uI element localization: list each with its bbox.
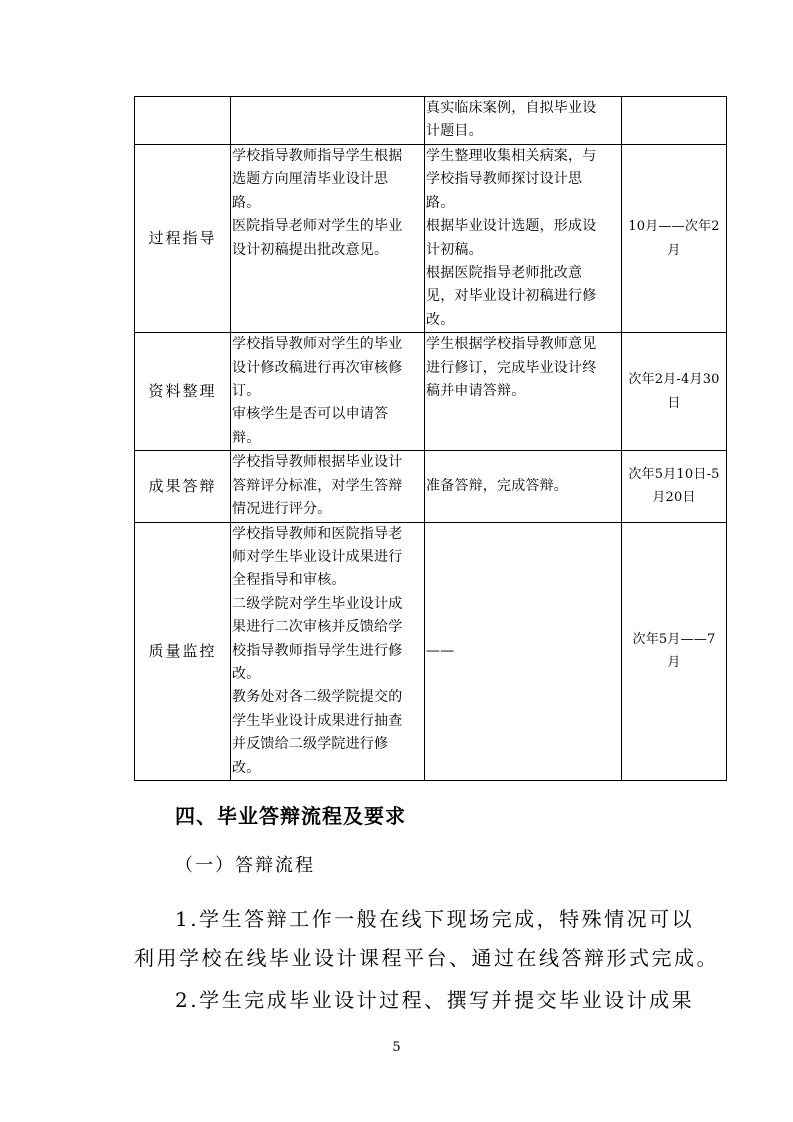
school-duty-cell-line: 二级学院对学生毕业设计成 — [232, 595, 403, 612]
table-row — [135, 145, 727, 333]
time-cell-line: 次年5月——7 — [632, 631, 716, 647]
time-cell — [622, 97, 727, 145]
table-row — [135, 522, 727, 780]
school-duty-cell-line: 学校指导教师对学生的毕业 — [232, 336, 403, 353]
time-cell — [622, 451, 727, 522]
school-duty-cell-line: 并反馈给二级学院进行修 — [232, 736, 389, 753]
phase-cell: 质量监控 — [135, 522, 231, 780]
student-task-cell-line: 学校指导教师探讨设计思 — [426, 171, 583, 188]
school-duty-cell-line: 果进行二次审核并反馈给学 — [232, 619, 403, 636]
student-task-cell — [425, 333, 622, 451]
phase-cell: 过程指导 — [135, 145, 231, 333]
phase-cell — [135, 97, 231, 145]
time-cell-line: 次年5月10日-5 — [628, 466, 720, 482]
student-task-cell-line: —— — [426, 642, 455, 659]
phase-cell: 成果答辩 — [135, 451, 231, 522]
school-duty-cell-line: 师对学生毕业设计成果进行 — [232, 548, 403, 565]
school-duty-cell-line: 订。 — [232, 383, 261, 400]
student-task-cell-line: 根据毕业设计选题，形成设 — [426, 218, 597, 235]
school-duty-cell-line: 选题方向厘清毕业设计思 — [232, 171, 389, 188]
school-duty-cell-line: 教务处对各二级学院提交的 — [232, 689, 403, 706]
student-task-cell-line: 真实临床案例，自拟毕业设 — [426, 100, 597, 116]
time-cell-line: 次年2月-4月30 — [628, 372, 720, 388]
student-task-cell — [425, 97, 622, 145]
time-cell — [622, 522, 727, 780]
time-cell-line: 月 — [667, 655, 681, 671]
school-duty-cell-line: 学校指导教师指导学生根据 — [232, 148, 403, 164]
subsection-heading: （一）答辩流程 — [175, 855, 315, 876]
student-task-cell-line: 根据医院指导老师批改意 — [426, 265, 583, 282]
student-task-cell-line: 准备答辩，完成答辩。 — [426, 477, 568, 494]
plan-table-body — [135, 97, 727, 781]
section-heading: 四、毕业答辩流程及要求 — [175, 804, 406, 828]
school-duty-cell-line: 路。 — [232, 194, 261, 211]
school-duty-cell — [231, 333, 425, 451]
student-task-cell-line: 路。 — [426, 194, 455, 211]
student-task-cell — [425, 451, 622, 522]
student-task-cell-line: 进行修订，完成毕业设计终 — [426, 359, 597, 376]
student-task-cell-line: 计题目。 — [426, 123, 483, 140]
paragraph-2-line-1: 2.学生完成毕业设计过程、撰写并提交毕业设计成果 — [175, 988, 695, 1012]
time-cell-line: 月20日 — [652, 490, 696, 506]
school-duty-cell-line: 设计初稿提出批改意见。 — [232, 241, 389, 258]
school-duty-cell-line: 辩。 — [232, 429, 261, 446]
time-cell-line: 月 — [667, 242, 681, 258]
school-duty-cell-line: 审核学生是否可以申请答 — [232, 406, 389, 423]
time-cell — [622, 333, 727, 451]
school-duty-cell-line: 情况进行评分。 — [232, 501, 332, 518]
time-cell-line: 10月——次年2 — [628, 219, 720, 235]
school-duty-cell — [231, 522, 425, 780]
school-duty-cell-line: 设计修改稿进行再次审核修 — [232, 359, 403, 376]
student-task-cell — [425, 145, 622, 333]
time-cell-line: 日 — [667, 395, 681, 411]
paragraph-1-line-1: 1.学生答辩工作一般在线下现场完成，特殊情况可以 — [175, 907, 695, 931]
school-duty-cell-line: 答辩评分标准，对学生答辩 — [232, 477, 403, 494]
school-duty-cell-line: 学生毕业设计成果进行抽查 — [232, 712, 403, 729]
school-duty-cell-line: 全程指导和审核。 — [232, 572, 346, 589]
phase-cell: 资料整理 — [135, 333, 231, 451]
school-duty-cell — [231, 451, 425, 522]
student-task-cell-line: 学生根据学校指导教师意见 — [426, 336, 597, 353]
school-duty-cell-line: 校指导教师指导学生进行修 — [232, 642, 403, 659]
student-task-cell — [425, 522, 622, 780]
student-task-cell-line: 稿并申请答辩。 — [426, 383, 526, 400]
student-task-cell-line: 计初稿。 — [426, 241, 483, 258]
table-row — [135, 97, 727, 145]
page-number: 5 — [392, 1040, 401, 1055]
student-task-cell-line: 见，对毕业设计初稿进行修 — [426, 288, 597, 305]
school-duty-cell-line: 学校指导教师和医院指导老 — [232, 525, 403, 542]
paragraph-1-line-2: 利用学校在线毕业设计课程平台、通过在线答辩形式完成。 — [134, 946, 719, 970]
table-row — [135, 333, 727, 451]
school-duty-cell-line: 医院指导老师对学生的毕业 — [232, 218, 403, 235]
school-duty-cell-line: 改。 — [232, 665, 261, 682]
school-duty-cell-line: 学校指导教师根据毕业设计 — [232, 454, 403, 471]
school-duty-cell-line: 改。 — [232, 759, 261, 776]
table-row — [135, 451, 727, 522]
student-task-cell-line: 学生整理收集相关病案，与 — [426, 148, 597, 164]
student-task-cell-line: 改。 — [426, 311, 455, 328]
time-cell — [622, 145, 727, 333]
school-duty-cell — [231, 145, 425, 333]
school-duty-cell — [231, 97, 425, 145]
plan-table — [134, 96, 727, 781]
